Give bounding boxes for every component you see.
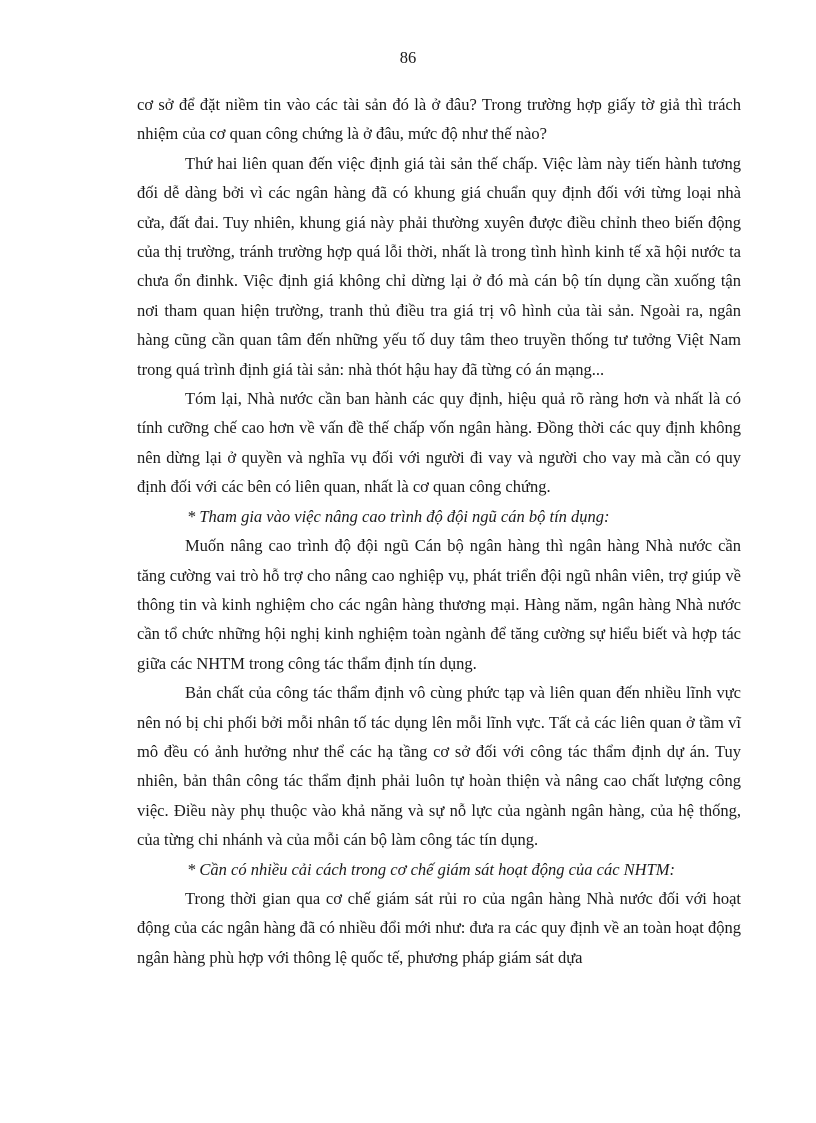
paragraph-asset-valuation: Thứ hai liên quan đến việc định giá tài sản thế chấp. Việc làm này tiến hành tương đối dễ dàng bởi vì các ngân hàng đã có khung giá chuẩn quy định đối với từng loại nhà cửa, đất đai. Tuy nhiên, khung giá này phải thường xuyên được điều chỉnh theo biến động của thị trường, tránh trường hợp quá lỗi thời, nhất là trong tình hình kinh tế xã hội nước ta chưa ổn đinhk. Việc định giá không chỉ dừng lại ở đó mà cán bộ tín dụng cần xuống tận nơi tham quan hiện trường, tranh thủ điều tra giá trị vô hình của tài sản. Ngoài ra, ngân hàng cũng cần quan tâm đến những yếu tố duy tâm theo truyền thống tư tưởng Việt Nam trong quá trình định giá tài sản: nhà thót hậu hay đã từng có án mạng...: [137, 153, 741, 379]
paragraph-continuation: cơ sở để đặt niềm tin vào các tài sản đó là ở đâu? Trong trường hợp giấy tờ giả thì trách nhiệm của cơ quan công chứng là ở đâu, mức độ như thế nào?: [137, 95, 741, 144]
paragraph-appraisal-nature: Bản chất của công tác thẩm định vô cùng phức tạp và liên quan đến nhiều lĩnh vực nên nó bị chi phối bởi mỗi nhân tố tác dụng lên mỗi lĩnh vực. Tất cả các liên quan ở tầm vĩ mô đều có ảnh hưởng như thể các hạ tầng cơ sở đối với công tác thẩm định dự án. Tuy nhiên, bản thân công tác thẩm định phải luôn tự hoàn thiện và nâng cao chất lượng công việc. Điều này phụ thuộc vào khả năng và sự nỗ lực của ngành ngân hàng, của hệ thống, của từng chi nhánh và của mỗi cán bộ làm công tác tín dụng.: [137, 683, 741, 850]
paragraph-supervision-reform: Trong thời gian qua cơ chế giám sát rủi ro của ngân hàng Nhà nước đối với hoạt động của các ngân hàng đã có nhiều đổi mới như: đưa ra các quy định về an toàn hoạt động ngân hàng phù hợp với thông lệ quốc tế, phương pháp giám sát dựa: [137, 888, 741, 967]
body-text: [137, 90, 741, 972]
page-number: 86: [399, 48, 417, 67]
paragraph-staff-training: Muốn nâng cao trình độ đội ngũ Cán bộ ngân hàng thì ngân hàng Nhà nước cần tăng cường vai trò hỗ trợ cho nâng cao nghiệp vụ, phát triển đội ngũ nhân viên, trợ giúp về thông tin và kinh nghiệm cho các ngân hàng thương mại. Hàng năm, ngân hàng Nhà nước cần tổ chức những hội nghị kinh nghiệm toàn ngành để tăng cường sự hiểu biết và hợp tác giữa các NHTM trong công tác thẩm định tín dụng.: [137, 536, 741, 673]
paragraph-summary: Tóm lại, Nhà nước cần ban hành các quy định, hiệu quả rõ ràng hơn và nhất là có tính cưỡng chế cao hơn về vấn đề thế chấp vốn ngân hàng. Đồng thời các quy định không nên dừng lại ở quyền và nghĩa vụ đối với người đi vay và người cho vay mà cần có quy định đối với các bên có liên quan, nhất là cơ quan công chứng.: [137, 389, 741, 497]
section-heading-supervision-reform: * Cần có nhiều cải cách trong cơ chế giám sát hoạt động của các NHTM:: [187, 859, 675, 879]
section-heading-staff-training: * Tham gia vào việc nâng cao trình độ đội ngũ cán bộ tín dụng:: [187, 506, 610, 526]
